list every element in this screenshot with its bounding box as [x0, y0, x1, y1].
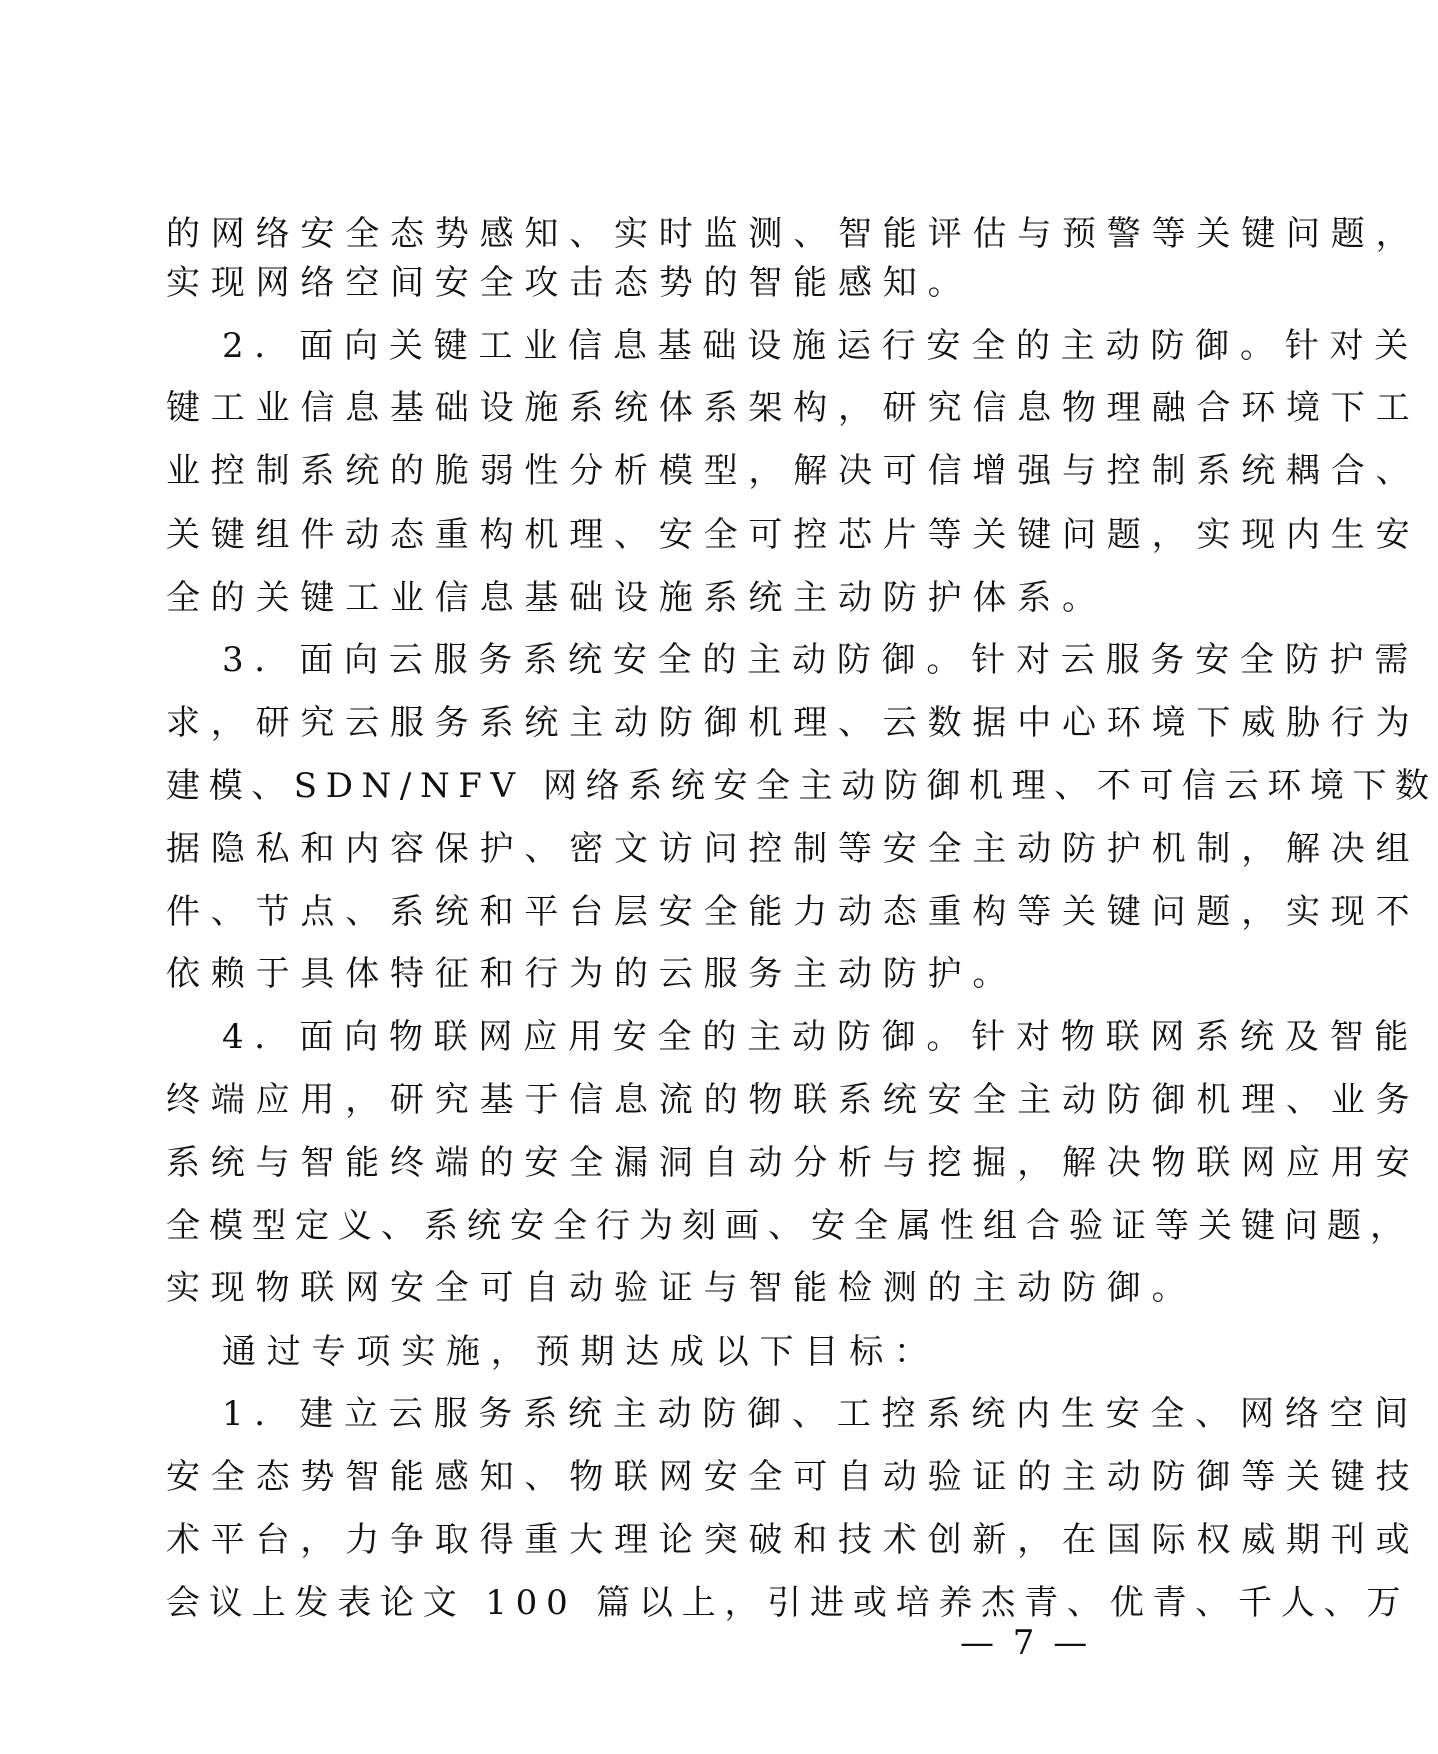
text-line-23: 会议上发表论文 100 篇以上，引进或培养杰青、优青、千人、万 — [166, 1583, 1410, 1623]
text-line-14: 4．面向物联网应用安全的主动防御。针对物联网系统及智能 — [222, 1017, 1420, 1057]
text-line-19: 通过专项实施，预期达成以下目标： — [222, 1332, 939, 1372]
text-line-6: 关键组件动态重构机理、安全可控芯片等关键问题，实现内生安 — [166, 515, 1421, 555]
text-line-11: 据隐私和内容保护、密文访问控制等安全主动防护机制，解决组 — [166, 829, 1421, 869]
text-line-16: 系统与智能终端的安全漏洞自动分析与挖掘，解决物联网应用安 — [166, 1143, 1421, 1183]
text-line-2: 实现网络空间安全攻击态势的智能感知。 — [166, 263, 973, 303]
text-line-12: 件、节点、系统和平台层安全能力动态重构等关键问题，实现不 — [166, 892, 1421, 932]
text-line-9: 求，研究云服务系统主动防御机理、云数据中心环境下威胁行为 — [166, 703, 1421, 743]
text-line-10: 建模、SDN/NFV 网络系统安全主动防御机理、不可信云环境下数 — [166, 766, 1438, 806]
text-line-7: 全的关键工业信息基础设施系统主动防护体系。 — [166, 578, 1107, 618]
text-line-22: 术平台，力争取得重大理论突破和技术创新，在国际权威期刊或 — [166, 1520, 1421, 1560]
text-line-13: 依赖于具体特征和行为的云服务主动防护。 — [166, 954, 1018, 994]
text-line-21: 安全态势智能感知、物联网安全可自动验证的主动防御等关键技 — [166, 1457, 1421, 1497]
text-line-5: 业控制系统的脆弱性分析模型，解决可信增强与控制系统耦合、 — [166, 451, 1421, 491]
text-line-18: 实现物联网安全可自动验证与智能检测的主动防御。 — [166, 1268, 1197, 1308]
text-line-20: 1．建立云服务系统主动防御、工控系统内生安全、网络空间 — [222, 1394, 1420, 1434]
text-line-17: 全模型定义、系统安全行为刻画、安全属性组合验证等关键问题， — [166, 1206, 1413, 1246]
text-line-3: 2．面向关键工业信息基础设施运行安全的主动防御。针对关 — [222, 326, 1420, 366]
page-number: — 7 — — [960, 1623, 1092, 1663]
text-line-15: 终端应用，研究基于信息流的物联系统安全主动防御机理、业务 — [166, 1080, 1421, 1120]
text-line-1: 的网络安全态势感知、实时监测、智能评估与预警等关键问题， — [166, 214, 1421, 254]
text-line-8: 3．面向云服务系统安全的主动防御。针对云服务安全防护需 — [222, 640, 1420, 680]
text-line-4: 键工业信息基础设施系统体系架构，研究信息物理融合环境下工 — [166, 388, 1421, 428]
